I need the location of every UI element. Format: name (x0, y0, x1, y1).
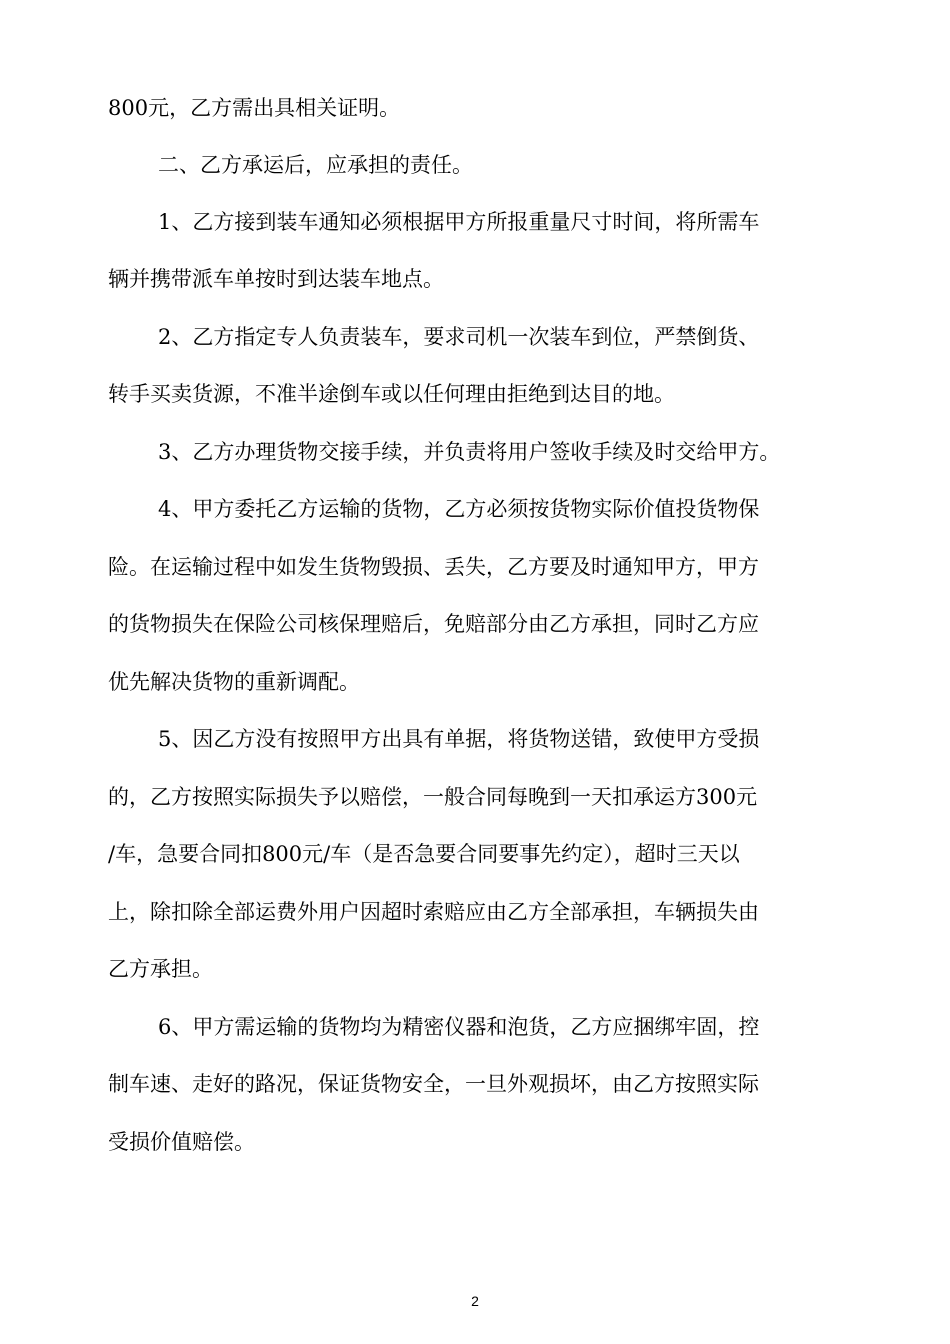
text-line: 3、乙方办理货物交接手续，并负责将用户签收手续及时交给甲方。 (158, 440, 781, 464)
text-line: 6、甲方需运输的货物均为精密仪器和泡货，乙方应捆绑牢固，控 (158, 1015, 760, 1039)
text-line: 制车速、走好的路况，保证货物安全，一旦外观损坏，由乙方按照实际 (108, 1072, 759, 1096)
text-line: 优先解决货物的重新调配。 (108, 670, 360, 694)
text-line: /车，急要合同扣800元/车（是否急要合同要事先约定），超时三天以 (108, 842, 740, 866)
text-line: 险。在运输过程中如发生货物毁损、丢失，乙方要及时通知甲方，甲方 (108, 555, 759, 579)
text-line: 的，乙方按照实际损失予以赔偿，一般合同每晚到一天扣承运方300元 (108, 785, 758, 809)
text-line: 2、乙方指定专人负责装车，要求司机一次装车到位，严禁倒货、 (158, 325, 760, 349)
text-line: 800元，乙方需出具相关证明。 (108, 96, 401, 120)
text-line: 5、因乙方没有按照甲方出具有单据，将货物送错，致使甲方受损 (158, 727, 760, 751)
text-line: 乙方承担。 (108, 957, 213, 981)
section-heading: 二、乙方承运后，应承担的责任。 (158, 153, 473, 177)
text-line: 受损价值赔偿。 (108, 1130, 255, 1154)
text-line: 的货物损失在保险公司核保理赔后，免赔部分由乙方承担，同时乙方应 (108, 612, 759, 636)
text-line: 辆并携带派车单按时到达装车地点。 (108, 267, 444, 291)
text-line: 1、乙方接到装车通知必须根据甲方所报重量尺寸时间，将所需车 (158, 210, 760, 234)
text-line: 4、甲方委托乙方运输的货物，乙方必须按货物实际价值投货物保 (158, 497, 760, 521)
text-line: 转手买卖货源，不准半途倒车或以任何理由拒绝到达目的地。 (108, 382, 675, 406)
page-number: 2 (471, 1293, 479, 1309)
text-line: 上，除扣除全部运费外用户因超时索赔应由乙方全部承担，车辆损失由 (108, 900, 759, 924)
